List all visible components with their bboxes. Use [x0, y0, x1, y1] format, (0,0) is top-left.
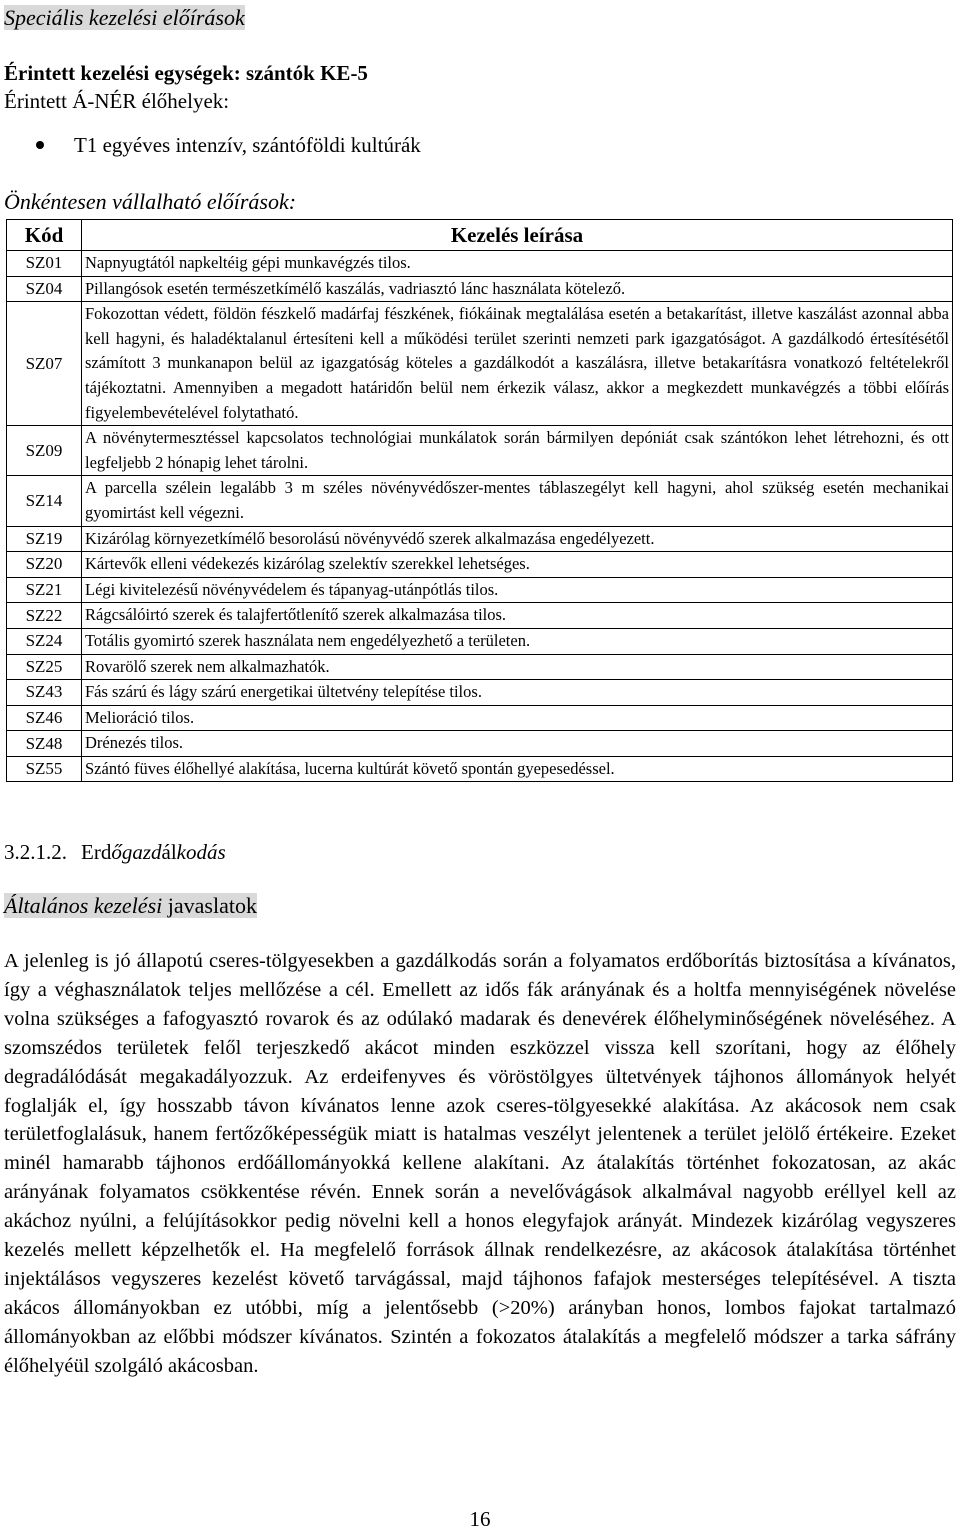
table-row — [7, 476, 953, 526]
table-row — [7, 628, 953, 654]
rule-description: Fokozottan védett, földön fészkelő madárfaj fészkének, fiókáinak megtalálása esetén a betakarítást, illetve kaszálást azonnal abba kell hagyni, és haladéktalanul értesíteni kell a működési terület szerinti nemzeti park igazgatóságot. A gazdálkodó értesítésétől számított 3 munkanapon belül az igazgatóság köteles a gazdálkodót a kaszálásra, illetve betakarításra vonatkozó feltételekről tájékoztatni. Amennyiben a megadott határidőn belül nem érkezik válasz, akkor a megkezdett munkavégzés a többi előírás figyelembevételével folytatható. — [82, 302, 953, 426]
page-number: 16 — [469, 1507, 491, 1531]
rule-description: A parcella szélein legalább 3 m széles növényvédőszer-mentes táblaszegélyt kell hagyni, ahol szükség esetén mechanikai gyomirtást kell végezni. — [82, 476, 953, 526]
voluntary-title: Önkéntesen vállalható előírások: — [4, 189, 297, 214]
table-row — [7, 251, 953, 277]
section-title-text: Speciális kezelési előírások — [4, 5, 245, 30]
table-row — [7, 426, 953, 476]
rules-table-body — [7, 251, 953, 782]
rule-code: SZ48 — [7, 731, 82, 757]
habitat-text: T1 egyéves intenzív, szántóföldi kultúrák — [74, 133, 421, 157]
units-line: Érintett kezelési egységek: szántók KE-5 — [4, 61, 368, 85]
rule-description: Drénezés tilos. — [82, 731, 953, 757]
subsection-title-part: Erd — [81, 840, 112, 864]
rule-code: SZ55 — [7, 756, 82, 782]
subsection-title-part: ál — [161, 840, 177, 864]
rule-code: SZ20 — [7, 552, 82, 578]
general-title-italic: Általános kezelési — [4, 893, 163, 918]
table-row — [7, 552, 953, 578]
table-row — [7, 654, 953, 680]
rule-code: SZ22 — [7, 603, 82, 629]
rule-description: Szántó füves élőhellyé alakítása, lucerna kultúrát követő spontán gyepesedéssel. — [82, 756, 953, 782]
table-header-row — [7, 220, 953, 251]
rule-description: Melioráció tilos. — [82, 705, 953, 731]
section-title — [4, 4, 245, 32]
habitats-label: Érintett Á-NÉR élőhelyek: — [4, 89, 230, 113]
rule-code: SZ07 — [7, 302, 82, 426]
table-row — [7, 526, 953, 552]
rule-description: Totális gyomirtó szerek használata nem engedélyezhető a területen. — [82, 628, 953, 654]
rule-code: SZ24 — [7, 628, 82, 654]
bullet-icon — [36, 141, 44, 149]
rule-code: SZ01 — [7, 251, 82, 277]
rule-code: SZ04 — [7, 276, 82, 302]
habitat-list-item — [36, 132, 421, 158]
rule-description: Légi kivitelezésű növényvédelem és tápanyag-utánpótlás tilos. — [82, 577, 953, 603]
general-title-highlight — [4, 893, 257, 918]
subsection-title-part: őgazd — [111, 840, 162, 864]
rule-description: Rovarölő szerek nem alkalmazhatók. — [82, 654, 953, 680]
table-row — [7, 302, 953, 426]
header-code: Kód — [7, 220, 82, 251]
rule-code: SZ46 — [7, 705, 82, 731]
table-row — [7, 731, 953, 757]
header-description: Kezelés leírása — [82, 220, 953, 251]
subsection-title-part: kodás — [176, 840, 226, 864]
rule-description: A növénytermesztéssel kapcsolatos technológiai munkálatok során bármilyen depóniát csak szántókon lehet létrehozni, és ott legfeljebb 2 hónapig lehet tárolni. — [82, 426, 953, 476]
subsection-heading — [4, 838, 226, 866]
rules-table — [6, 219, 953, 782]
rule-description: Pillangósok esetén természetkímélő kaszálás, vadriasztó lánc használata kötelező. — [82, 276, 953, 302]
rule-code: SZ19 — [7, 526, 82, 552]
rule-description: Kártevők elleni védekezés kizárólag szelektív szerekkel lehetséges. — [82, 552, 953, 578]
rule-code: SZ43 — [7, 680, 82, 706]
body-paragraph: A jelenleg is jó állapotú cseres-tölgyesekben a gazdálkodás során a folyamatos erdőborítás biztosítása a kívánatos, így a véghasználatok teljes mellőzése a cél. Emellett az idős fák arányának és a holtfa mennyiségének növelése volna szükséges a fafogyasztó rovarok és az odúlakó madarak és denevérek élőhelyminőségének növeléséhez. A szomszédos területek felől terjeszkedő akácot minden eszközzel vissza kell szorítani, hogy az élőhely degradálódását megakadályozzuk. Az erdeifenyves és vöröstölgyes ültetvények tájhonos állományok helyét foglalják el, így hosszabb távon kívánatos lenne azok cseres-tölgyesekké alakítása. Az akácosok nem csak területfoglalásuk, hanem fertőzőképességük miatt is hatalmas veszélyt jelentenek a terület jelölő értékeire. Ezeket minél hamarabb tájhonos erdőállományokká kellene alakítani. Az átalakítás történhet fokozatosan, az akác arányának folyamatos csökkentése révén. Ennek során a nevelővágások alkalmával nagyobb eréllyel kell az akáchoz nyúlni, a felújításokkor pedig növelni kell a honos elegyfajok arányát. Mindezek kizárólag vegyszeres kezelés mellett képzelhetők el. Ha megfelelő források állnak rendelkezésre, az akácosok átalakítása történhet injektálásos vegyszeres kezelést követő tarvágással, majd tájhonos fafajok mesterséges telepítésével. A tiszta akácos állományokban ez utóbbi, míg a jelentősebb (>20%) arányban honos, lombos fajokat tartalmazó állományokban az előbbi módszer kívánatos. Szintén a fokozatos átalakítás a megfelelő módszer a tarka sáfrány élőhelyéül szolgáló akácosban. — [4, 950, 956, 1377]
table-row — [7, 603, 953, 629]
general-title-normal: javaslatok — [162, 893, 257, 918]
table-row — [7, 756, 953, 782]
rule-code: SZ21 — [7, 577, 82, 603]
rule-description: Kizárólag környezetkímélő besorolású növényvédő szerek alkalmazása engedélyezett. — [82, 526, 953, 552]
general-title — [4, 892, 257, 920]
table-row — [7, 276, 953, 302]
rule-code: SZ09 — [7, 426, 82, 476]
rule-description: Napnyugtától napkeltéig gépi munkavégzés tilos. — [82, 251, 953, 277]
rule-code: SZ14 — [7, 476, 82, 526]
table-row — [7, 680, 953, 706]
rule-code: SZ25 — [7, 654, 82, 680]
subsection-number: 3.2.1.2. — [4, 840, 67, 864]
rule-description: Fás szárú és lágy szárú energetikai ültetvény telepítése tilos. — [82, 680, 953, 706]
rule-description: Rágcsálóirtó szerek és talajfertőtlenítő szerek alkalmazása tilos. — [82, 603, 953, 629]
table-row — [7, 705, 953, 731]
table-row — [7, 577, 953, 603]
